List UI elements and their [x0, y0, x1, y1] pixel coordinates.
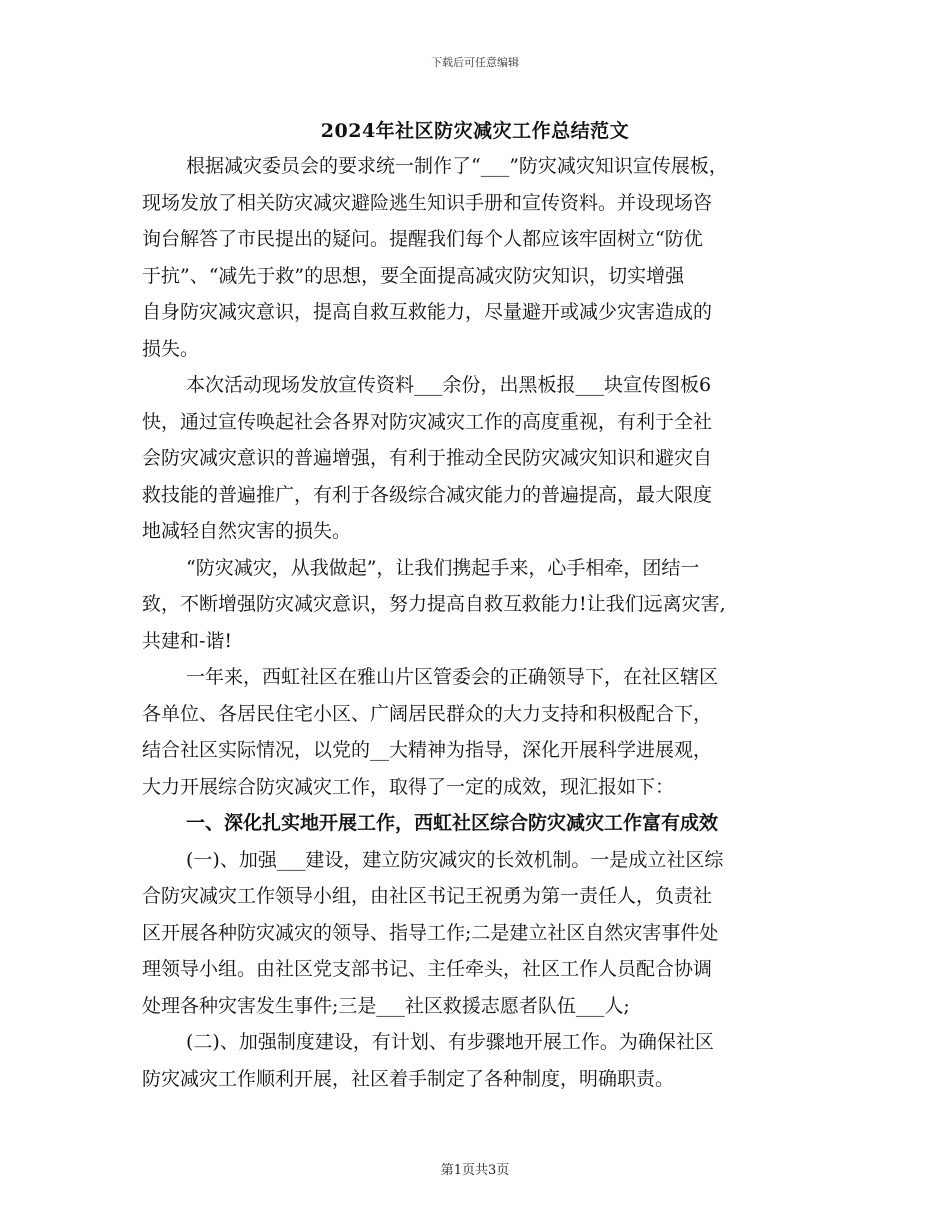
paragraph-line: 防灾减灾工作顺利开展，社区着手制定了各种制度，明确职责。 [142, 1067, 675, 1090]
paragraph-line: “防灾减灾，从我做起”，让我们携起手来，心手相牵，团结一 [186, 556, 700, 579]
paragraph-line: 处理各种灾害发生事件;三是___社区救援志愿者队伍___人; [142, 994, 630, 1017]
document-body [142, 148, 812, 1097]
paragraph-line: 快，通过宣传唤起社会各界对防灾减灾工作的高度重视，有利于全社 [142, 410, 713, 433]
paragraph-line: 根据减灾委员会的要求统一制作了“___”防灾减灾知识宣传展板， [186, 155, 728, 177]
document-title: 2024年社区防灾减灾工作总结范文 [320, 120, 630, 142]
paragraph-line: 本次活动现场发放宣传资料___余份，出黑板报___块宣传图板6 [186, 374, 712, 396]
paragraph-line: 询台解答了市民提出的疑问。提醒我们每个人都应该牢固树立“防优 [142, 228, 703, 250]
section-heading: 一、深化扎实地开展工作，西虹社区综合防灾减灾工作富有成效 [186, 812, 719, 834]
paragraph-line: (一)、加强___建设，建立防灾减灾的长效机制。一是成立社区综 [186, 848, 724, 871]
paragraph-line: 于抗”、“减先于救”的思想，要全面提高减灾防灾知识，切实增强 [142, 264, 685, 287]
paragraph-line: 损失。 [142, 337, 200, 360]
paragraph-line: 区开展各种防灾减灾的领导、指导工作;二是建立社区自然灾害事件处 [142, 921, 719, 944]
paragraph-line: 各单位、各居民住宅小区、广阔居民群众的大力支持和积极配合下， [142, 702, 713, 725]
paragraph-line: 现场发放了相关防灾减灾避险逃生知识手册和宣传资料。并设现场咨 [142, 191, 713, 214]
paragraph-line: 大力开展综合防灾减灾工作，取得了一定的成效，现汇报如下： [142, 775, 675, 798]
paragraph-line: (二)、加强制度建设，有计划、有步骤地开展工作。为确保社区 [186, 1031, 714, 1053]
paragraph-line: 救技能的普遍推广，有利于各级综合减灾能力的普遍提高，最大限度 [142, 483, 713, 506]
paragraph-line: 共建和-谐! [142, 629, 233, 652]
paragraph-line: 地减轻自然灾害的损失。 [142, 520, 352, 542]
paragraph-line: 结合社区实际情况，以党的__大精神为指导，深化开展科学进展观， [142, 739, 713, 761]
paragraph-line: 合防灾减灾工作领导小组，由社区书记王祝勇为第一责任人，负责社 [142, 885, 713, 907]
paragraph-line: 自身防灾减灾意识，提高自救互救能力，尽量避开或减少灾害造成的 [142, 301, 713, 323]
page-footer: 第1页共3页 [440, 1163, 510, 1178]
paragraph-line: 会防灾减灾意识的普遍增强，有利于推动全民防灾减灾知识和避灾自 [142, 447, 713, 469]
paragraph-line: 致，不断增强防灾减灾意识，努力提高自救互救能力!让我们远离灾害, [142, 593, 726, 615]
paragraph-line: 一年来，西虹社区在雅山片区管委会的正确领导下，在社区辖区 [186, 666, 719, 688]
paragraph-line: 理领导小组。由社区党支部书记、主任牵头，社区工作人员配合协调 [142, 958, 713, 980]
header-note: 下载后可任意编辑 [431, 56, 519, 69]
